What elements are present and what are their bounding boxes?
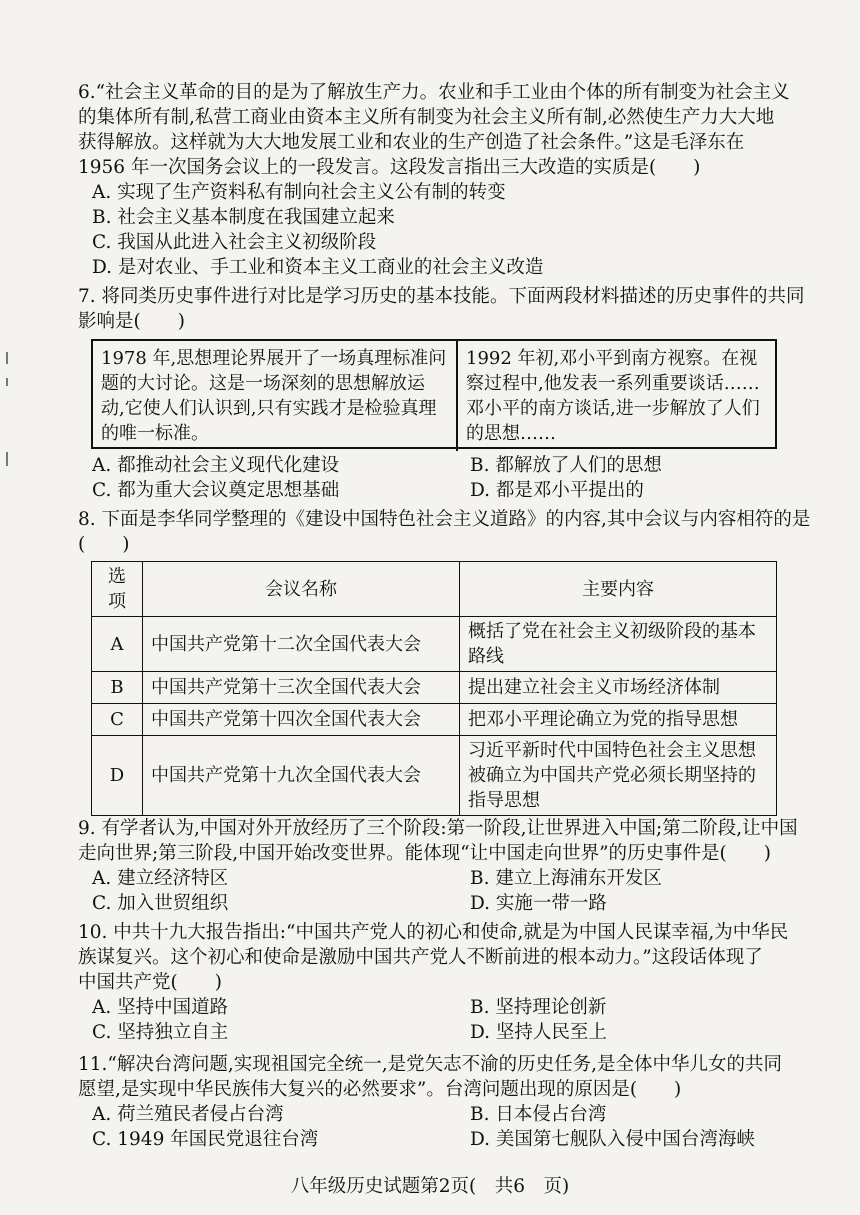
table-cell: A bbox=[92, 617, 143, 672]
table-cell: 习近平新时代中国特色社会主义思想被确立为中国共产党必须长期坚持的指导思想 bbox=[460, 736, 777, 816]
table-cell: B bbox=[92, 672, 143, 704]
option-c: C. 都为重大会议奠定思想基础 bbox=[92, 480, 340, 501]
question-text-line: 中国共产党( ) bbox=[78, 972, 222, 993]
option-c: C. 1949 年国民党退往台湾 bbox=[92, 1129, 319, 1150]
option-c: C. 坚持独立自主 bbox=[92, 1022, 229, 1043]
question-text-line: 走向世界;第三阶段,中国开始改变世界。能体现“让中国走向世界”的历史事件是( ) bbox=[78, 843, 771, 864]
table-header-row bbox=[92, 562, 777, 617]
table-cell: 把邓小平理论确立为党的指导思想 bbox=[460, 704, 777, 736]
table-header: 会议名称 bbox=[143, 562, 460, 617]
option-a: A. 坚持中国道路 bbox=[92, 997, 229, 1018]
table-row bbox=[92, 736, 777, 816]
question-7-options bbox=[78, 453, 778, 503]
option-c: C. 加入世贸组织 bbox=[92, 893, 229, 914]
page-footer: 八年级历史试题第2页( 共6 页) bbox=[290, 1176, 570, 1197]
question-text-line: 7. 将同类历史事件进行对比是学习历史的基本技能。下面两段材料描述的历史事件的共同 bbox=[78, 286, 805, 307]
question-text-line: 6.“社会主义革命的目的是为了解放生产力。农业和手工业由个体的所有制变为社会主义 bbox=[78, 82, 790, 103]
table-cell: 中国共产党第十九次全国代表大会 bbox=[143, 736, 460, 816]
table-row bbox=[92, 704, 777, 736]
scan-mark bbox=[6, 378, 8, 386]
option-d: D. 美国第七舰队入侵中国台湾海峡 bbox=[470, 1129, 755, 1150]
question-text-line: 9. 有学者认为,中国对外开放经历了三个阶段:第一阶段,让世界进入中国;第二阶段,让中国 bbox=[78, 818, 798, 839]
table-cell: C bbox=[92, 704, 143, 736]
meeting-table bbox=[91, 561, 777, 816]
option-b: B. 社会主义基本制度在我国建立起来 bbox=[92, 207, 395, 228]
scan-mark bbox=[6, 352, 8, 364]
table-cell: 中国共产党第十二次全国代表大会 bbox=[143, 617, 460, 672]
material-left: 1978 年,思想理论界展开了一场真理标准问题的大讨论。这是一场深刻的思想解放运动,它使人们认识到,只有实践才是检验真理的唯一标准。 bbox=[93, 341, 458, 451]
question-text-line: 影响是( ) bbox=[78, 311, 185, 332]
question-text-line: 愿望,是实现中华民族伟大复兴的必然要求”。台湾问题出现的原因是( ) bbox=[78, 1079, 682, 1100]
material-right: 1992 年初,邓小平到南方视察。在视察过程中,他发表一系列重要谈话……邓小平的南方谈话,进一步解放了人们的思想…… bbox=[466, 348, 760, 444]
question-text-line: 获得解放。这样就为大大地发展工业和农业的生产创造了社会条件。”这是毛泽东在 bbox=[78, 132, 745, 153]
question-text-line: 11.“解决台湾问题,实现祖国完全统一,是党矢志不渝的历史任务,是全体中华儿女的共同 bbox=[78, 1054, 783, 1075]
option-b: B. 日本侵占台湾 bbox=[470, 1104, 607, 1125]
question-text-line: 1956 年一次国务会议上的一段发言。这段发言指出三大改造的实质是( ) bbox=[78, 157, 701, 178]
table-cell: 中国共产党第十四次全国代表大会 bbox=[143, 704, 460, 736]
question-6 bbox=[78, 80, 790, 280]
option-d: D. 实施一带一路 bbox=[470, 893, 607, 914]
table-cell: 中国共产党第十三次全国代表大会 bbox=[143, 672, 460, 704]
question-11 bbox=[78, 1052, 783, 1152]
table-header: 选项 bbox=[92, 562, 143, 617]
option-a: A. 实现了生产资料私有制向社会主义公有制的转变 bbox=[92, 182, 506, 203]
question-10 bbox=[78, 920, 789, 1045]
option-a: A. 建立经济特区 bbox=[92, 868, 229, 889]
option-b: B. 坚持理论创新 bbox=[470, 997, 607, 1018]
question-text-line: ( ) bbox=[78, 534, 130, 555]
table-cell: 提出建立社会主义市场经济体制 bbox=[460, 672, 777, 704]
option-c: C. 我国从此进入社会主义初级阶段 bbox=[92, 232, 377, 253]
question-9 bbox=[78, 816, 798, 916]
question-text-line: 族谋复兴。这个初心和使命是激励中国共产党人不断前进的根本动力。”这段话体现了 bbox=[78, 947, 763, 968]
option-a: A. 都推动社会主义现代化建设 bbox=[92, 455, 340, 476]
table-row bbox=[92, 617, 777, 672]
question-7 bbox=[78, 284, 805, 334]
table-row bbox=[92, 672, 777, 704]
option-b: B. 建立上海浦东开发区 bbox=[470, 868, 662, 889]
scan-mark bbox=[6, 452, 8, 466]
question-text-line: 的集体所有制,私营工商业由资本主义所有制变为社会主义所有制,必然使生产力大大地 bbox=[78, 107, 775, 128]
question-text-line: 8. 下面是李华同学整理的《建设中国特色社会主义道路》的内容,其中会议与内容相符的是 bbox=[78, 509, 811, 530]
option-d: D. 是对农业、手工业和资本主义工商业的社会主义改造 bbox=[92, 257, 544, 278]
question-text-line: 10. 中共十九大报告指出:“中国共产党人的初心和使命,就是为中国人民谋幸福,为中华民 bbox=[78, 922, 789, 943]
option-d: D. 坚持人民至上 bbox=[470, 1022, 607, 1043]
option-a: A. 荷兰殖民者侵占台湾 bbox=[92, 1104, 284, 1125]
table-header: 主要内容 bbox=[460, 562, 777, 617]
option-b: B. 都解放了人们的思想 bbox=[470, 455, 662, 476]
question-8 bbox=[78, 507, 811, 557]
table-cell: 概括了党在社会主义初级阶段的基本路线 bbox=[460, 617, 777, 672]
material-box bbox=[91, 339, 777, 449]
option-d: D. 都是邓小平提出的 bbox=[470, 480, 644, 501]
table-cell: D bbox=[92, 736, 143, 816]
